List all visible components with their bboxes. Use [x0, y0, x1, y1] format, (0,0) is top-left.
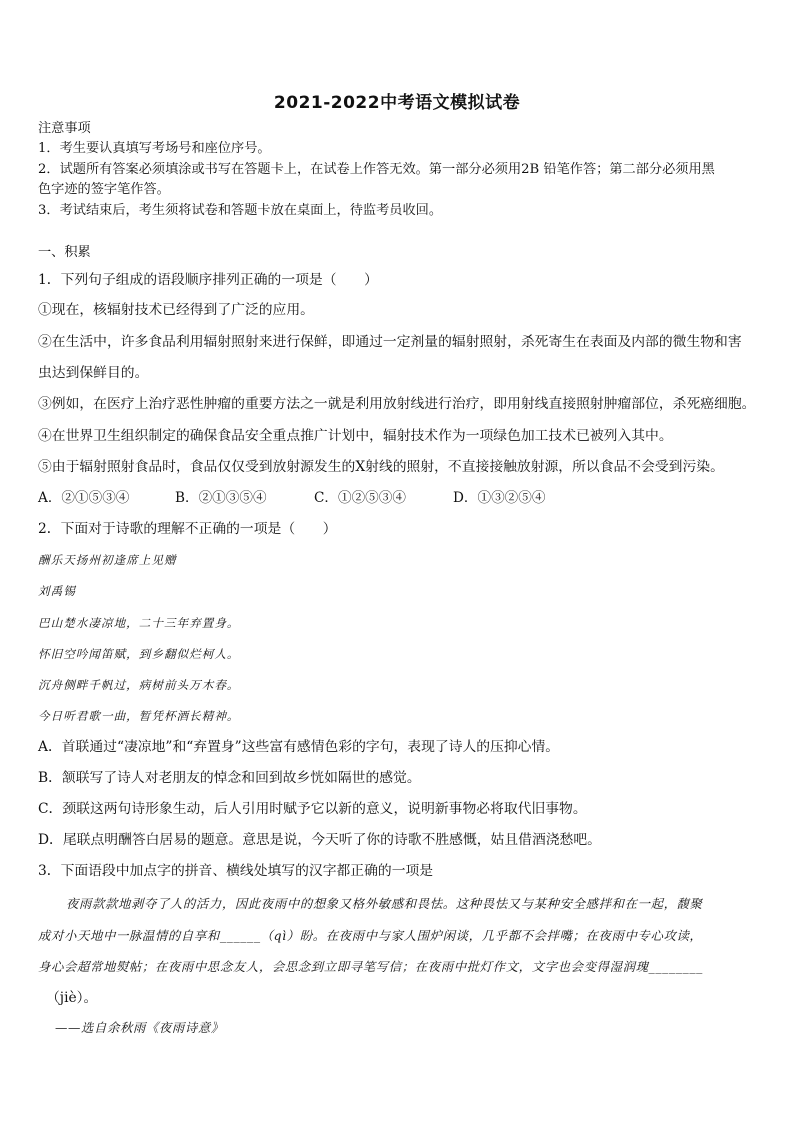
page-title: 2021-2022中考语文模拟试卷	[273, 93, 521, 113]
q1-sentence: ①现在，核辐射技术已经得到了广泛的应用。	[38, 302, 314, 318]
q3-source: ——选自余秋雨《夜雨诗意》	[55, 1020, 224, 1035]
q3-passage-line: （jiè）。	[46, 990, 98, 1006]
notice-item: 3．考试结束后，考生须将试卷和答题卡放在桌面上，待监考员收回。	[38, 203, 443, 218]
q1-sentence: ②在生活中，许多食品利用辐射照射来进行保鲜，即通过一定剂量的辐射照射，杀死寄生在表面及内部的微生物和害	[38, 334, 742, 350]
poem-title: 酬乐天扬州初逢席上见赠	[38, 553, 177, 567]
question-1-options	[38, 489, 758, 507]
q3-passage-line: 身心会超常地熨帖；在夜雨中思念友人，会思念到立即寻笔写信；在夜雨中批灯作文，文字也会变得湿润瑰________	[38, 959, 703, 974]
question-3-stem: 3．下面语段中加点字的拼音、横线处填写的汉字都正确的一项是	[38, 863, 434, 879]
q1-option-c[interactable]: C．①②⑤③④	[314, 490, 406, 506]
notice-item: 1．考生要认真填写考场号和座位序号。	[38, 141, 271, 156]
q3-passage-line: 夜雨款款地剥夺了人的活力，因此夜雨中的想象又格外敏感和畏怯。这种畏怯又与某种安全感拌和在一起，馥聚	[66, 896, 703, 911]
q3-passage-line: 成对小天地中一脉温情的自享和______（qì）盼。在夜雨中与家人围炉闲谈，几乎都不会拌嘴；在夜雨中专心攻读，	[38, 928, 703, 943]
notice-item: 色字迹的签字笔作答。	[38, 182, 170, 197]
q2-option-d[interactable]: D．尾联点明酬答白居易的题意。意思是说，今天听了你的诗歌不胜感慨，姑且借酒浇愁吧。	[38, 832, 601, 848]
section-heading: 一、积累	[38, 245, 91, 260]
q2-option-a[interactable]: A．首联通过“凄凉地”和“弃置身”这些富有感情色彩的字句，表现了诗人的压抑心情。	[38, 739, 560, 755]
poem-line: 怀旧空吟闻笛赋，到乡翻似烂柯人。	[38, 647, 240, 661]
notice-heading: 注意事项	[38, 121, 91, 136]
poem-line: 今日听君歌一曲，暂凭杯酒长精神。	[38, 709, 240, 723]
poem-line: 巴山楚水凄凉地，二十三年弃置身。	[38, 616, 240, 630]
q1-sentence: ⑤由于辐射照射食品时，食品仅仅受到放射源发生的X射线的照射，不直接接触放射源，所以食品不会受到污染。	[38, 459, 724, 475]
poem-line: 沉舟侧畔千帆过，病树前头万木春。	[38, 678, 240, 692]
q1-option-a[interactable]: A．②①⑤③④	[38, 490, 130, 506]
q2-option-b[interactable]: B．颔联写了诗人对老朋友的悼念和回到故乡恍如隔世的感觉。	[38, 770, 421, 786]
q1-sentence: 虫达到保鲜目的。	[38, 365, 149, 381]
question-2-stem: 2．下面对于诗歌的理解不正确的一项是（ ）	[38, 521, 337, 537]
poem-author: 刘禹锡	[38, 584, 76, 598]
q1-sentence: ④在世界卫生组织制定的确保食品安全重点推广计划中，辐射技术作为一项绿色加工技术已被列入其中。	[38, 428, 673, 444]
q2-option-c[interactable]: C．颈联这两句诗形象生动，后人引用时赋予它以新的意义，说明新事物必将取代旧事物。	[38, 801, 587, 817]
q1-option-d[interactable]: D．①③②⑤④	[453, 490, 546, 506]
notice-item: 2．试题所有答案必须填涂或书写在答题卡上，在试卷上作答无效。第一部分必须用2B 铅笔作答；第二部分必须用黑	[38, 162, 715, 177]
q1-sentence: ③例如，在医疗上治疗恶性肿瘤的重要方法之一就是利用放射线进行治疗，即用射线直接照射肿瘤部位，杀死癌细胞。	[38, 396, 756, 412]
question-1-stem: 1．下列句子组成的语段顺序排列正确的一项是（ ）	[38, 272, 378, 288]
q1-option-b[interactable]: B．②①③⑤④	[175, 490, 267, 506]
